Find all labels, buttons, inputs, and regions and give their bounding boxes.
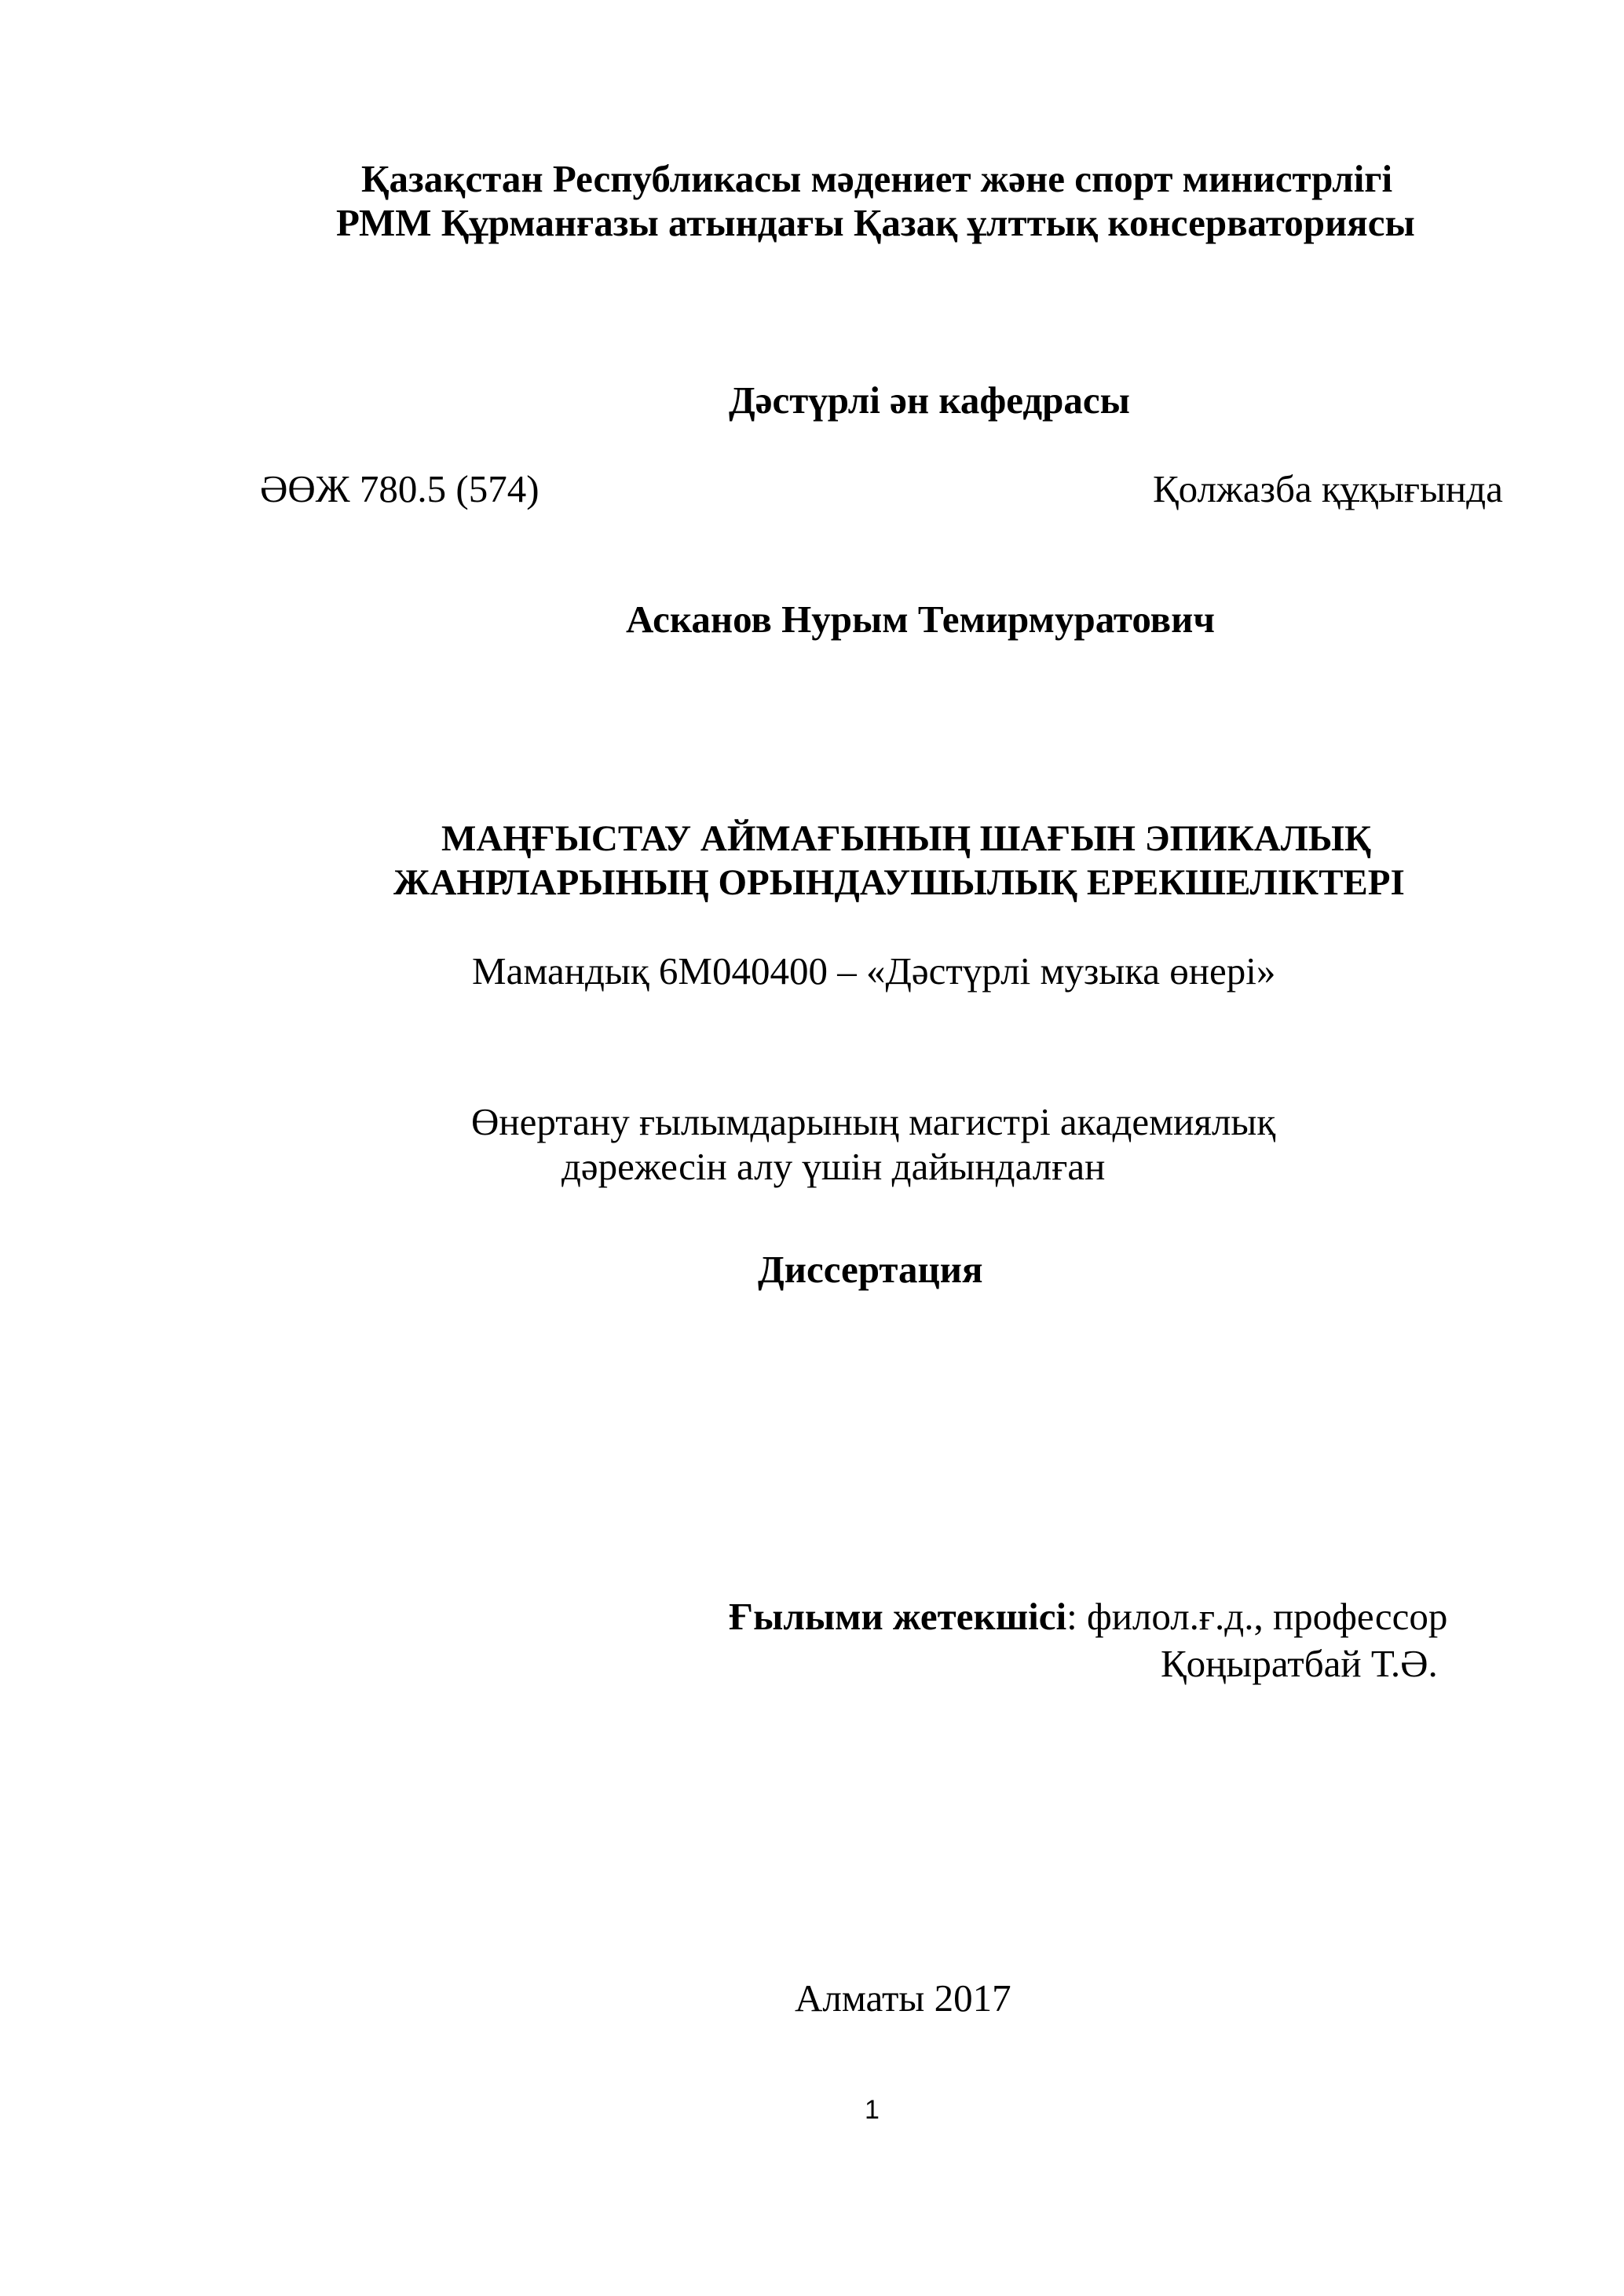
supervisor-label: Ғылыми жетекшісі [729,1595,1067,1638]
supervisor-separator: : [1066,1595,1077,1638]
udc-code: ӘӨЖ 780.5 (574) [260,467,540,510]
manuscript-rights: Қолжазба құқығында [1153,467,1503,510]
supervisor-line [729,1597,1447,1636]
thesis-title-line-1: МАҢҒЫСТАУ АЙМАҒЫНЫҢ ШАҒЫН ЭПИКАЛЫҚ [441,818,1371,859]
degree-line-1: Өнертану ғылымдарының магистрі академиялық [471,1100,1276,1143]
ministry-heading: Қазақстан Республикасы мәдениет және спорт министрлігі [361,157,1393,200]
author-name: Асканов Нурым Темирмуратович [626,598,1215,641]
work-type: Диссертация [758,1248,983,1291]
supervisor-name: Қоңыратбай Т.Ә. [1161,1642,1438,1685]
page-number: 1 [865,2095,880,2125]
supervisor-credentials: филол.ғ.д., профессор [1086,1595,1448,1638]
degree-line-2: дәрежесін алу үшін дайындалған [561,1145,1106,1188]
specialty-line: Мамандық 6М040400 – «Дәстүрлі музыка өнері» [472,949,1276,993]
institution-heading: РММ Құрманғазы атындағы Қазақ ұлттық консерваториясы [336,201,1415,244]
thesis-title-line-2: ЖАНРЛАРЫНЫҢ ОРЫНДАУШЫЛЫҚ ЕРЕКШЕЛІКТЕРІ [393,862,1405,903]
department-name: Дәстүрлі ән кафедрасы [729,378,1130,422]
city-year: Алматы 2017 [795,1976,1011,2020]
